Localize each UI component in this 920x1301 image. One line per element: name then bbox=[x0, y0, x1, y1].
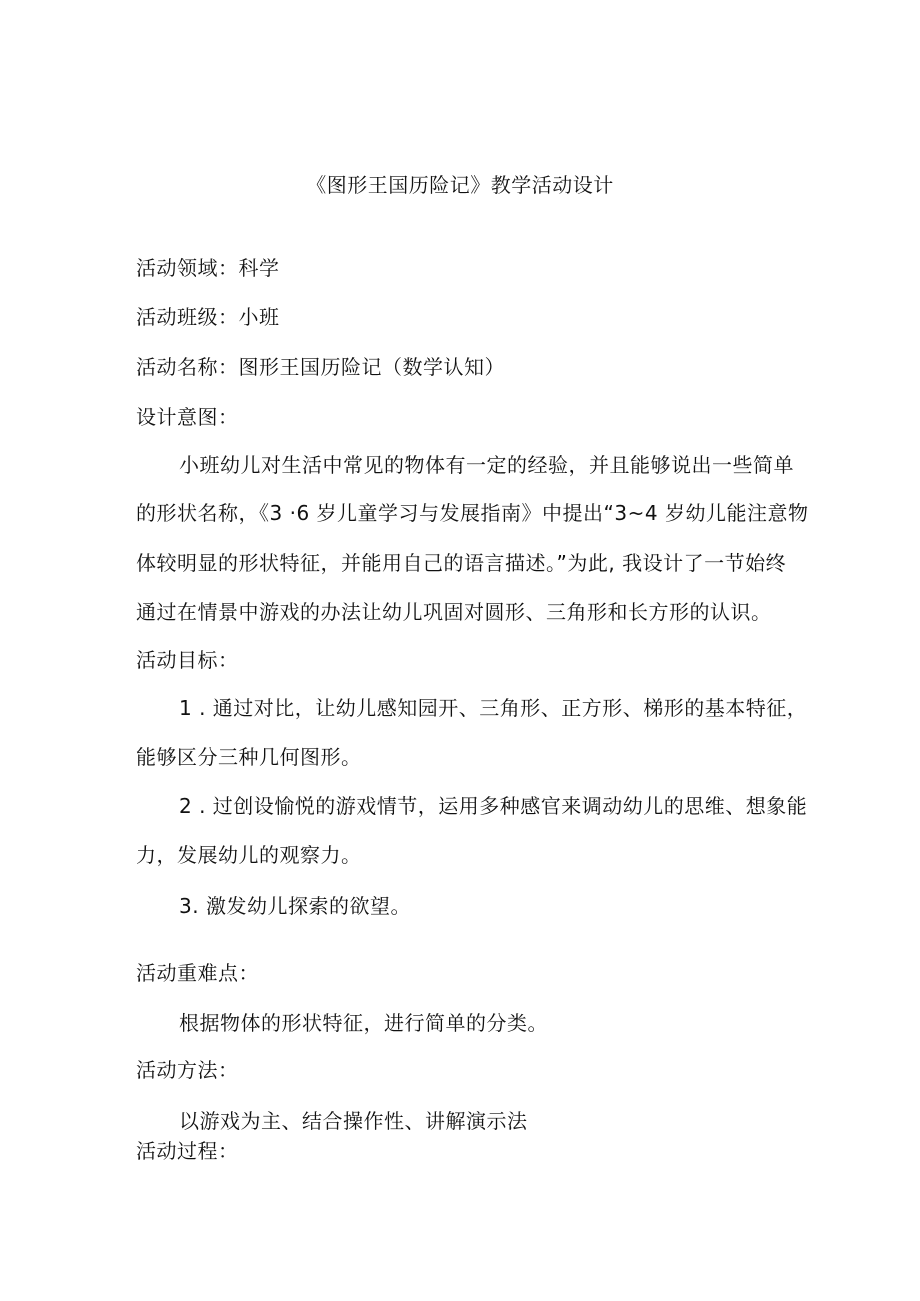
goal-2-line: 2 . 过创设愉悦的游戏情节，运用多种感官来调动幼儿的思维、想象能 bbox=[179, 794, 808, 818]
document-title: 《图形王国历险记》教学活动设计 bbox=[306, 173, 614, 197]
key-points-heading: 活动重难点： bbox=[136, 961, 259, 985]
goal-1-line: 1 . 通过对比，让幼儿感知园开、三角形、正方形、梯形的基本特征， bbox=[179, 696, 808, 720]
goal-1-line: 能够区分三种几何图形。 bbox=[136, 745, 362, 769]
intent-paragraph-line: 通过在情景中游戏的办法让幼儿巩固对圆形、三角形和长方形的认识。 bbox=[136, 600, 772, 624]
process-heading: 活动过程： bbox=[136, 1139, 239, 1163]
key-points-text: 根据物体的形状特征，进行简单的分类。 bbox=[179, 1011, 548, 1035]
field-line: 活动领域：科学 bbox=[136, 256, 280, 280]
intent-paragraph-line: 体较明显的形状特征，并能用自己的语言描述。”为此, 我设计了一节始终 bbox=[136, 551, 787, 575]
class-line: 活动班级：小班 bbox=[136, 305, 280, 329]
intent-heading: 设计意图： bbox=[136, 405, 239, 429]
intent-paragraph-line: 小班幼儿对生活中常见的物体有一定的经验，并且能够说出一些简单 bbox=[179, 453, 794, 477]
method-text: 以游戏为主、结合操作性、讲解演示法 bbox=[179, 1109, 528, 1133]
activity-name-line: 活动名称：图形王国历险记（数学认知） bbox=[136, 355, 505, 379]
goal-2-line: 力，发展幼儿的观察力。 bbox=[136, 843, 362, 867]
goal-3-line: 3. 激发幼儿探索的欲望。 bbox=[179, 894, 411, 918]
intent-paragraph-line: 的形状名称，《3 ·6 岁儿童学习与发展指南》中提出“3~4 岁幼儿能注意物 bbox=[136, 501, 809, 525]
goals-heading: 活动目标： bbox=[136, 648, 239, 672]
method-heading: 活动方法： bbox=[136, 1058, 239, 1082]
